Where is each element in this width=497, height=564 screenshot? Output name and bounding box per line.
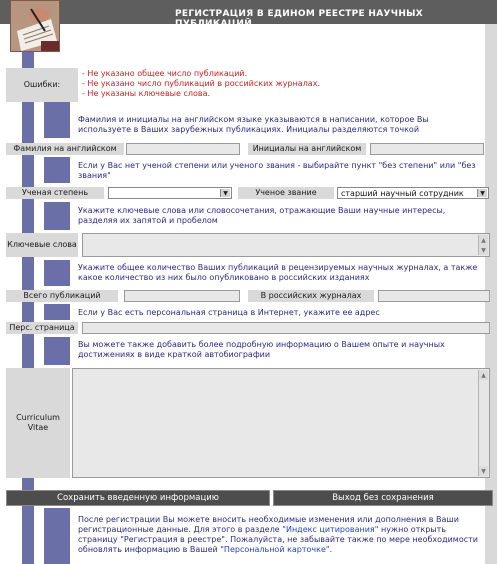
names-note: Фамилия и инициалы на английском языке указываются в написании, которое Вы используете в Ваших зарубежных публикациях. Инициалы разделяются точкой	[78, 115, 429, 134]
homepage-field[interactable]	[82, 322, 490, 334]
russian-publications-label: В российских журналах	[248, 290, 374, 302]
row-accent	[44, 260, 70, 286]
footer-text-part: нужно открыть страницу "Регистрация в реестре". Пожалуйста, не забывайте также по мере необходимости обновлять информацию в Вашей	[78, 525, 478, 554]
chevron-down-icon[interactable]: ▼	[220, 189, 230, 197]
homepage-note: Если у Вас есть персональная страница в Интернет, укажите ее адрес	[78, 308, 380, 317]
title-label: Ученое звание	[238, 187, 334, 199]
publications-note: Укажите общее количество Ваших публикаций в рецензируемых научных журналах, а также какое количество из них было опубликовано в российских изданиях	[78, 263, 478, 282]
total-publications-field[interactable]	[124, 290, 240, 302]
initials-label: Инициалы на английском	[248, 143, 366, 155]
scroll-down-icon[interactable]: ▼	[479, 245, 488, 255]
footer-text-part: .	[329, 545, 333, 554]
keywords-label: Ключевые слова	[6, 233, 78, 257]
keywords-scrollbar[interactable]	[478, 235, 488, 255]
header-title: РЕГИСТРАЦИЯ В ЕДИНОМ РЕЕСТРЕ НАУЧНЫХ ПУБЛИКАЦИЙ	[175, 9, 424, 29]
exit-button[interactable]: Выход без сохранения	[273, 490, 493, 506]
error-item: - Не указано общее число публикаций.	[82, 69, 248, 78]
title-select-value: старший научный сотрудник	[341, 188, 464, 198]
citation-index-link[interactable]: "Индекс цитирования"	[282, 525, 379, 534]
errors-label: Ошибки:	[6, 68, 78, 102]
row-accent	[44, 304, 70, 320]
row-accent	[44, 157, 70, 183]
row-accent	[44, 337, 70, 365]
cv-note: Вы можете также добавить более подробную информацию о Вашем опыте и научных достижениях в виде краткой автобиографии	[78, 340, 445, 359]
footer-text	[78, 515, 483, 555]
scroll-up-icon[interactable]: ▲	[479, 235, 488, 245]
writing-hand-icon	[10, 0, 60, 52]
homepage-label: Перс. страница	[6, 322, 78, 334]
scroll-down-icon[interactable]: ▼	[479, 466, 488, 476]
row-accent	[44, 508, 70, 564]
left-accent-column	[22, 52, 34, 564]
degree-note: Если у Вас нет ученой степени или ученого звания - выбирайте пункт "без степени" или "без звания"	[78, 161, 476, 180]
russian-publications-field[interactable]	[378, 290, 490, 302]
row-accent	[44, 202, 70, 230]
keywords-note: Укажите ключевые слова или словосочетания, отражающие Ваши научные интересы, разделяя их запятой и пробелом	[78, 206, 446, 225]
cv-label: Curriculum Vitae	[6, 368, 70, 478]
footer-text-part: После регистрации Вы можете вносить необходимые изменения или дополнения в Ваши регистрационные данные. Для этого в разделе	[78, 515, 459, 534]
total-publications-label: Всего публикаций	[6, 290, 118, 302]
title-select[interactable]	[337, 187, 489, 199]
surname-field[interactable]	[126, 143, 240, 155]
save-button[interactable]: Сохранить введенную информацию	[6, 490, 270, 506]
keywords-textarea[interactable]	[82, 233, 490, 257]
cv-scrollbar[interactable]	[478, 370, 488, 476]
scroll-up-icon[interactable]: ▲	[479, 370, 488, 380]
chevron-down-icon[interactable]: ▼	[477, 189, 487, 197]
error-item: - Не указаны ключевые слова.	[82, 89, 211, 98]
personal-card-link[interactable]: "Персональной карточке"	[220, 545, 330, 554]
surname-label: Фамилия на английском	[6, 143, 124, 155]
initials-field[interactable]	[370, 143, 484, 155]
degree-label: Ученая степень	[6, 187, 104, 199]
error-item: - Не указано число публикаций в российских журналах.	[82, 79, 320, 88]
cv-textarea[interactable]	[72, 368, 490, 478]
degree-select[interactable]	[108, 187, 232, 199]
row-accent	[44, 102, 70, 138]
